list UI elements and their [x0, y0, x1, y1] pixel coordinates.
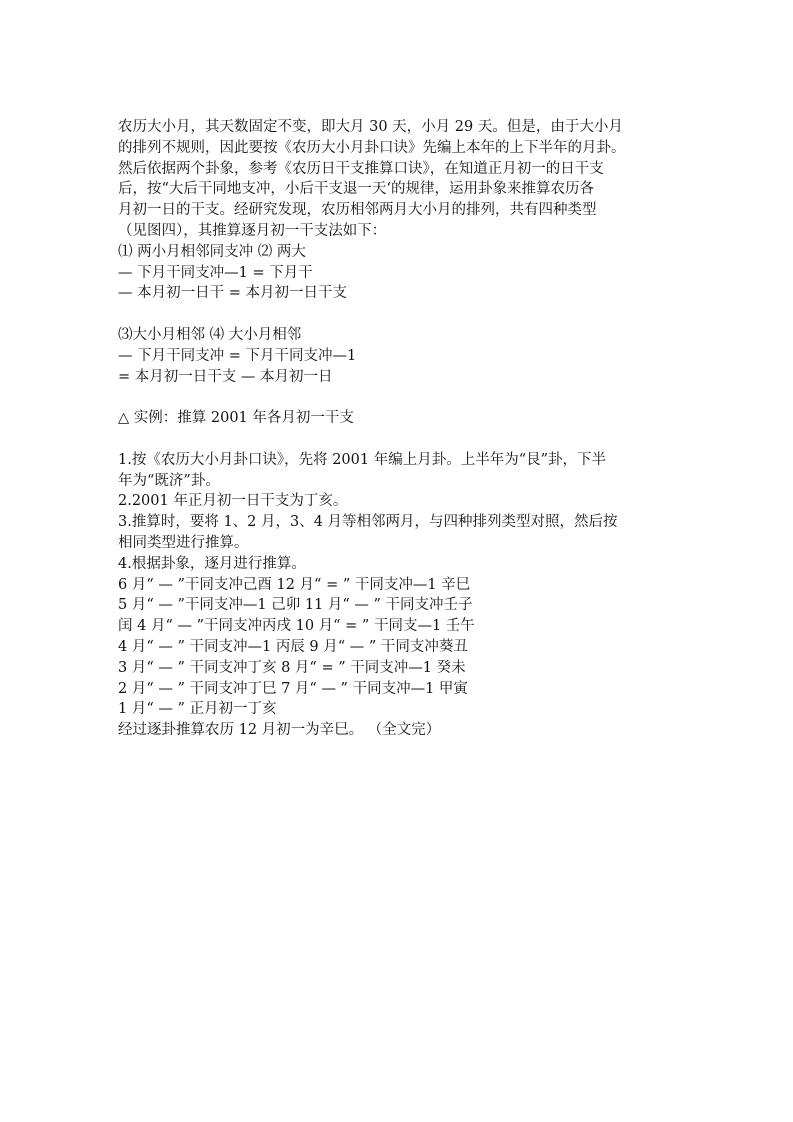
rule-line: — 下月干同支冲 = 下月干同支冲—1: [118, 347, 357, 364]
intro-line: （见图四），其推算逐月初一干支法如下：: [118, 222, 387, 239]
step-line: 3.推算时，要将 1、2 月，3、4 月等相邻两月，与四种排列类型对照，然后按: [118, 514, 618, 531]
month-line: 3 月“ — ” 干同支冲丁亥 8 月“ = ” 干同支冲—1 癸未: [118, 659, 466, 676]
intro-line: 然后依据两个卦象，参考《农历日干支推算口诀》，在知道正月初一的日干支: [118, 160, 604, 177]
example-heading: △ 实例：推算 2001 年各月初一干支: [118, 410, 354, 427]
month-line: 5 月“ — ”干同支冲—1 己卯 11 月“ — ” 干同支冲壬子: [118, 597, 473, 614]
month-line: 2 月“ — ” 干同支冲丁巳 7 月“ — ” 干同支冲—1 甲寅: [118, 680, 468, 697]
step-line: 2.2001 年正月初一日干支为丁亥。: [118, 493, 348, 510]
step-line: 相同类型进行推算。: [118, 534, 249, 551]
rule-line: — 本月初一日干 = 本月初一日干支: [118, 285, 347, 302]
rules-block-b: [118, 325, 678, 387]
month-line: 1 月“ — ” 正月初一丁亥: [118, 701, 277, 718]
steps-list: [118, 450, 678, 575]
document-page: [118, 117, 678, 741]
spacer: [118, 387, 678, 408]
rule-line: = 本月初一日干支 — 本月初一日: [118, 368, 333, 385]
intro-line: 农历大小月，其天数固定不变，即大月 30 天，小月 29 天。但是，由于大小月: [118, 119, 623, 135]
intro-line: 后，按“大后干同地支冲，小后干支退一天‘的规律，运用卦象来推算农历各: [118, 181, 595, 198]
rules-block-a: [118, 242, 678, 304]
month-line: 闰 4 月“ — ”干同支冲丙戌 10 月“ = ” 干同支—1 壬午: [118, 618, 475, 635]
spacer: [118, 429, 678, 450]
month-line: 4 月“ — ” 干同支冲—1 丙辰 9 月“ — ” 干同支冲葵丑: [118, 638, 468, 655]
rule-line: ⑶大小月相邻 ⑷ 大小月相邻: [118, 326, 302, 343]
intro-paragraph: [118, 117, 678, 242]
intro-line: 的排列不规则，因此要按《农历大小月卦口诀》先编上本年的上下半年的月卦。: [118, 139, 626, 156]
month-calculation-list: [118, 575, 678, 721]
spacer: [118, 304, 678, 325]
conclusion-line: 经过逐卦推算农历 12 月初一为辛巳。 （全文完）: [118, 722, 441, 739]
intro-line: 月初一日的干支。经研究发现，农历相邻两月大小月的排列，共有四种类型: [118, 202, 597, 219]
rule-line: ⑴ 两小月相邻同支冲 ⑵ 两大: [118, 243, 306, 260]
step-line: 1.按《农历大小月卦口诀》，先将 2001 年编上月卦。上半年为“艮”卦，下半: [118, 451, 607, 468]
rule-line: — 下月干同支冲—1 = 下月干: [118, 264, 313, 281]
step-line: 年为“既济”卦。: [118, 472, 220, 489]
month-line: 6 月“ — ”干同支冲己酉 12 月“ = ” 干同支冲—1 辛巳: [118, 576, 471, 593]
step-line: 4.根据卦象，逐月进行推算。: [118, 555, 306, 572]
